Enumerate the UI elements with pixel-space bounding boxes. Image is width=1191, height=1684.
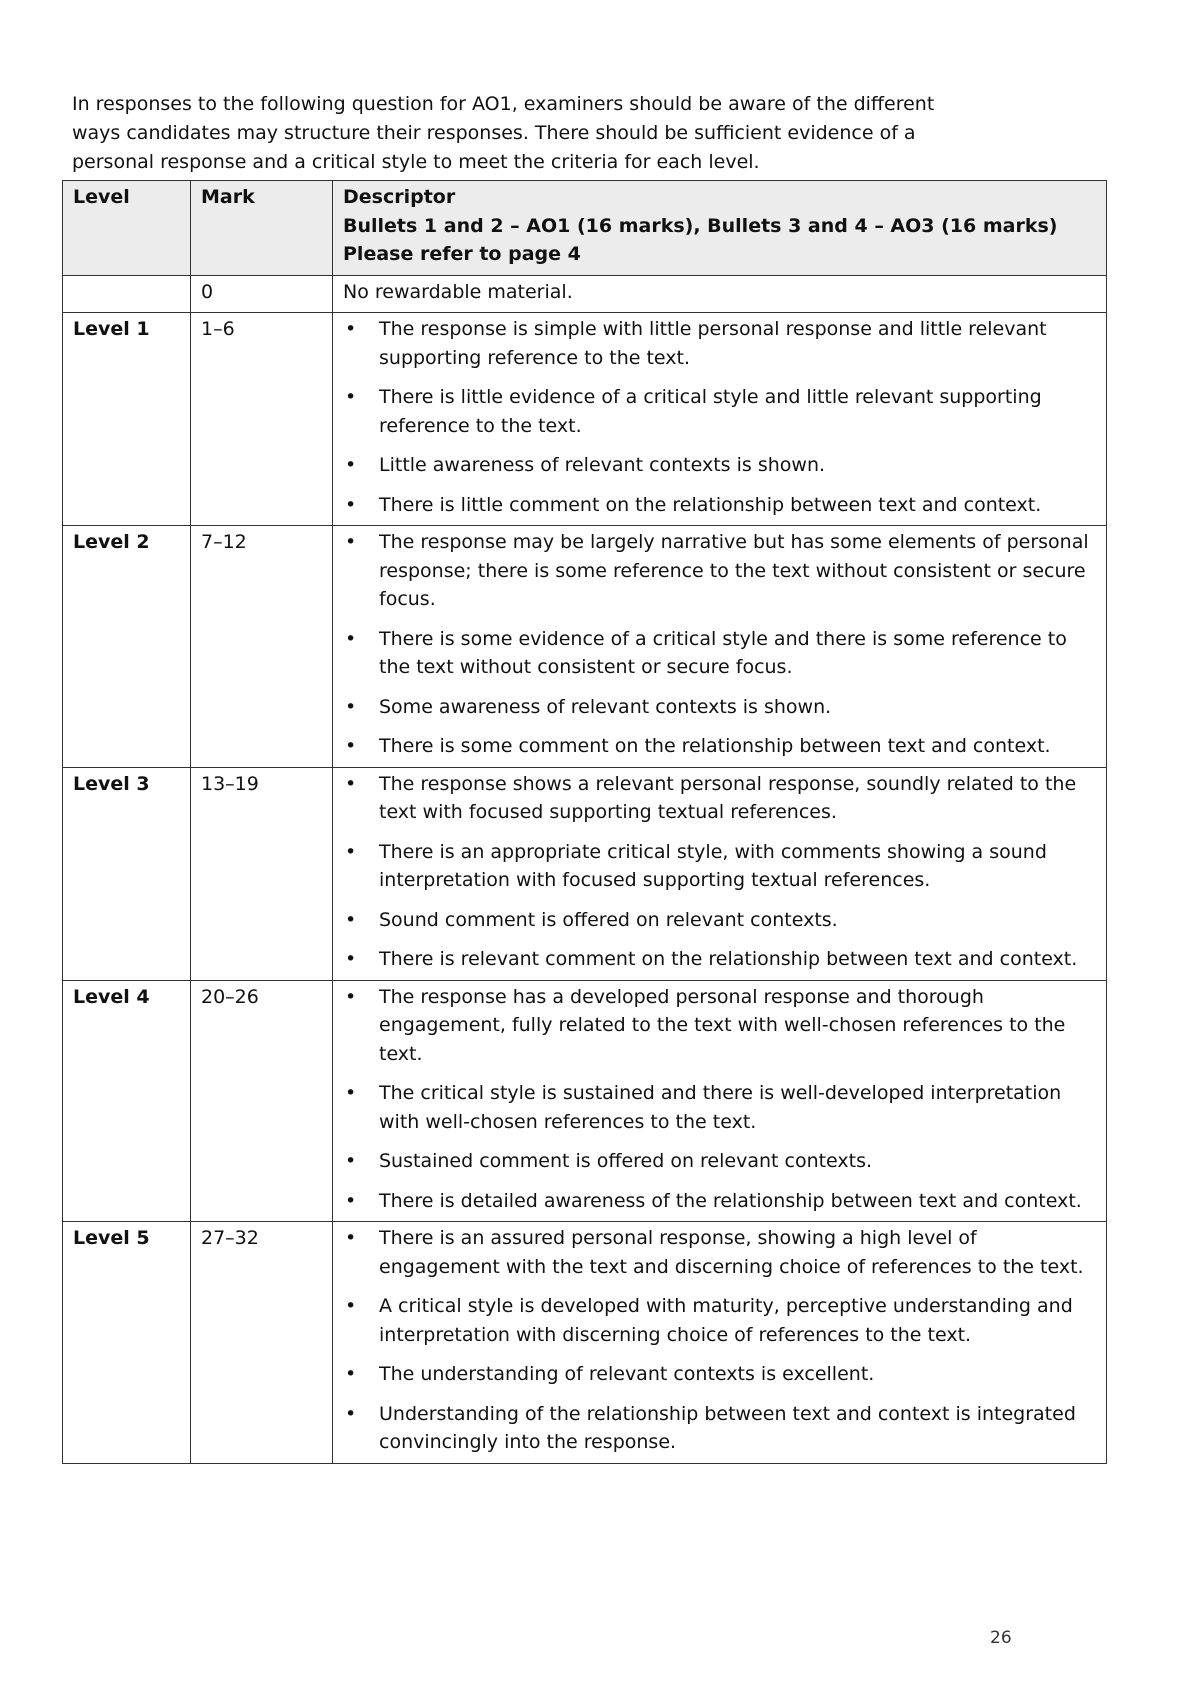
level-cell: Level 1 xyxy=(63,313,191,526)
intro-line: personal response and a critical style to meet the criteria for each level. xyxy=(72,151,760,173)
descriptor-bullet: • The response has a developed personal response and thorough engagement, fully related to the text with well-chosen references to the text. xyxy=(343,983,1096,1069)
header-descriptor-title: Descriptor xyxy=(343,186,456,208)
descriptor-list xyxy=(343,528,1096,761)
intro-paragraph xyxy=(72,90,972,177)
level-cell: Level 2 xyxy=(63,526,191,768)
descriptor-bullet: • There is an assured personal response, showing a high level of engagement with the text and discerning choice of references to the text. xyxy=(343,1224,1096,1281)
descriptor-cell: No rewardable material. xyxy=(333,275,1107,313)
table-row xyxy=(63,980,1107,1222)
descriptor-cell xyxy=(333,980,1107,1222)
level-cell: Level 5 xyxy=(63,1222,191,1464)
table-header-row xyxy=(63,181,1107,276)
descriptor-bullet: • There is detailed awareness of the relationship between text and context. xyxy=(343,1187,1096,1216)
descriptor-bullet: • Some awareness of relevant contexts is shown. xyxy=(343,693,1096,722)
descriptor-bullet: • The response shows a relevant personal response, soundly related to the text with focused supporting textual references. xyxy=(343,770,1096,827)
table-row xyxy=(63,767,1107,980)
intro-line: ways candidates may structure their responses. There should be sufficient evidence of a xyxy=(72,122,916,144)
table-row-zero xyxy=(63,275,1107,313)
descriptor-cell xyxy=(333,313,1107,526)
descriptor-bullet: • A critical style is developed with maturity, perceptive understanding and interpretation with discerning choice of references to the text. xyxy=(343,1292,1096,1349)
descriptor-bullet: • There is little evidence of a critical style and little relevant supporting reference to the text. xyxy=(343,383,1096,440)
mark-cell: 0 xyxy=(191,275,333,313)
header-descriptor-bullets: Bullets 1 and 2 – AO1 (16 marks), Bullets 3 and 4 – AO3 (16 marks) xyxy=(343,214,1058,237)
header-descriptor xyxy=(333,181,1107,276)
table-row xyxy=(63,1222,1107,1464)
header-level: Level xyxy=(63,181,191,276)
descriptor-list xyxy=(343,770,1096,974)
descriptor-bullet: • The understanding of relevant contexts is excellent. xyxy=(343,1360,1096,1389)
descriptor-bullet: • The response may be largely narrative but has some elements of personal response; there is some reference to the text without consistent or secure focus. xyxy=(343,528,1096,614)
descriptor-bullet: • There is little comment on the relationship between text and context. xyxy=(343,491,1096,520)
mark-cell: 20–26 xyxy=(191,980,333,1222)
mark-cell: 13–19 xyxy=(191,767,333,980)
intro-line: In responses to the following question for AO1, examiners should be aware of the different xyxy=(72,93,935,115)
descriptor-bullet: • Understanding of the relationship between text and context is integrated convincingly into the response. xyxy=(343,1400,1096,1457)
descriptor-bullet: • Sound comment is offered on relevant contexts. xyxy=(343,906,1096,935)
descriptor-cell xyxy=(333,767,1107,980)
descriptor-cell xyxy=(333,526,1107,768)
descriptor-bullet: • The response is simple with little personal response and little relevant supporting reference to the text. xyxy=(343,315,1096,372)
descriptor-bullet: • There is some comment on the relationship between text and context. xyxy=(343,732,1096,761)
header-mark: Mark xyxy=(191,181,333,276)
table-row xyxy=(63,313,1107,526)
level-cell: Level 4 xyxy=(63,980,191,1222)
descriptor-bullet: • Little awareness of relevant contexts is shown. xyxy=(343,451,1096,480)
descriptor-list xyxy=(343,315,1096,519)
mark-cell: 1–6 xyxy=(191,313,333,526)
descriptor-list xyxy=(343,1224,1096,1457)
mark-cell: 7–12 xyxy=(191,526,333,768)
descriptor-bullet: • There is relevant comment on the relationship between text and context. xyxy=(343,945,1096,974)
page-number: 26 xyxy=(990,1628,1012,1648)
table-row xyxy=(63,526,1107,768)
descriptor-bullet: • The critical style is sustained and there is well-developed interpretation with well-chosen references to the text. xyxy=(343,1079,1096,1136)
header-descriptor-ref: Please refer to page 4 xyxy=(343,243,581,265)
levels-table xyxy=(62,180,1107,1464)
descriptor-bullet: • There is an appropriate critical style, with comments showing a sound interpretation with focused supporting textual references. xyxy=(343,838,1096,895)
mark-cell: 27–32 xyxy=(191,1222,333,1464)
descriptor-bullet: • Sustained comment is offered on relevant contexts. xyxy=(343,1147,1096,1176)
descriptor-list xyxy=(343,983,1096,1216)
descriptor-bullet: • There is some evidence of a critical style and there is some reference to the text without consistent or secure focus. xyxy=(343,625,1096,682)
level-cell xyxy=(63,275,191,313)
level-cell: Level 3 xyxy=(63,767,191,980)
descriptor-cell xyxy=(333,1222,1107,1464)
